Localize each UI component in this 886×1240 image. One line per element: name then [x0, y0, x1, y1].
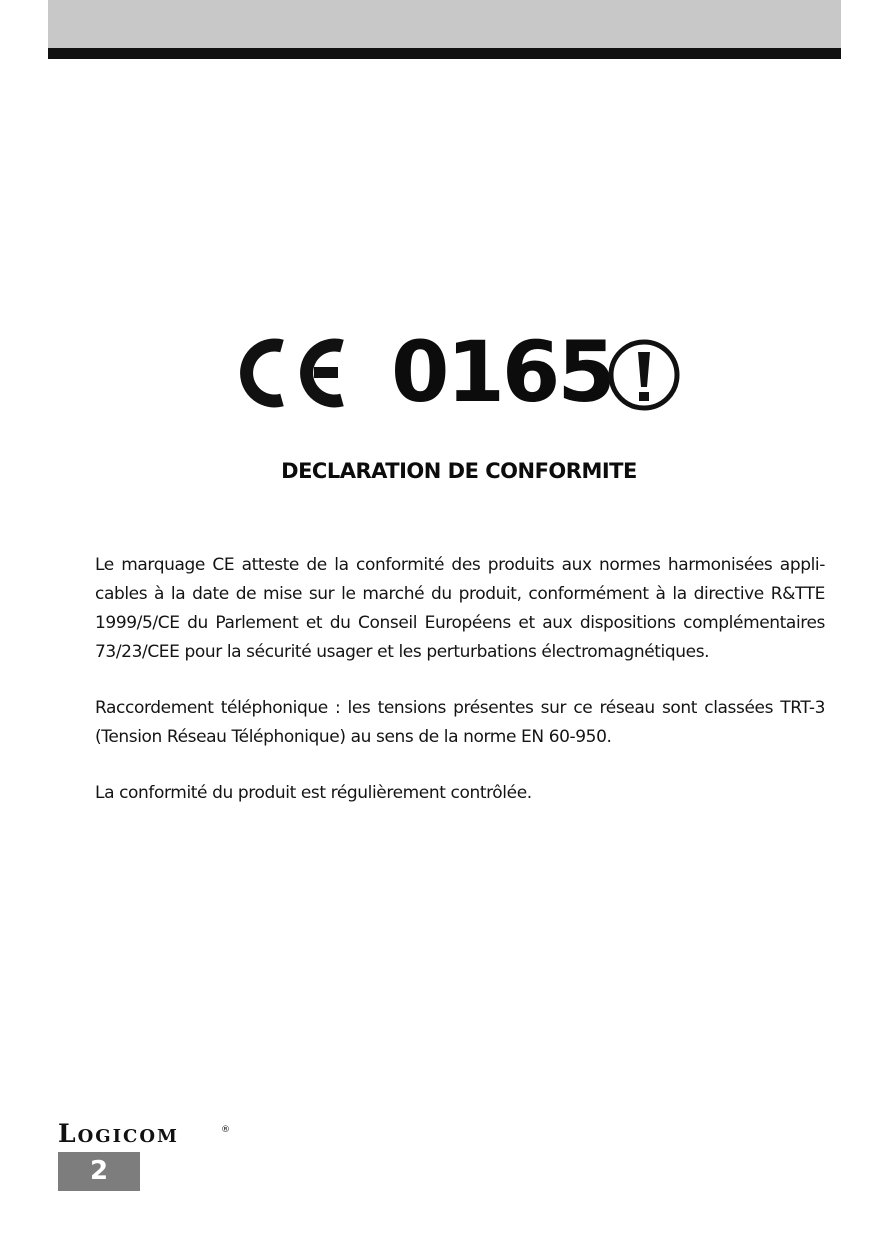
paragraph-line: 1999/5/CE du Parlement et du Conseil Européens et aux dispositions complémentaires — [95, 613, 825, 633]
paragraph-line: Raccordement téléphonique : les tensions présentes sur ce réseau sont classées TRT-3 — [95, 698, 825, 718]
header-rule — [48, 48, 841, 59]
paragraph-conformity-check — [95, 779, 825, 808]
paragraph-line: cables à la date de mise sur le marché du produit, conformément à la directive R&TTE — [95, 584, 825, 604]
paragraph-ce-marking — [95, 551, 825, 667]
declaration-title: DECLARATION DE CONFORMITE — [281, 459, 637, 483]
ce-mark-icon — [236, 332, 348, 414]
paragraph-line: (Tension Réseau Téléphonique) au sens de la norme EN 60-950. — [95, 727, 612, 747]
paragraph-line: Le marquage CE atteste de la conformité des produits aux normes harmonisées appli- — [95, 555, 825, 575]
notified-body-number: 0165 — [391, 323, 613, 421]
brand-logo: Logicom — [58, 1119, 179, 1148]
paragraph-line: La conformité du produit est régulièrement contrôlée. — [95, 783, 532, 803]
alert-circle-icon — [606, 337, 682, 413]
registered-trademark: ® — [221, 1125, 230, 1135]
certification-marks — [236, 322, 696, 422]
paragraph-line: 73/23/CEE pour la sécurité usager et les perturbations électromagnétiques. — [95, 642, 710, 662]
header-band — [48, 0, 841, 48]
paragraph-telephone-connection — [95, 694, 825, 752]
page-number: 2 — [58, 1152, 140, 1191]
